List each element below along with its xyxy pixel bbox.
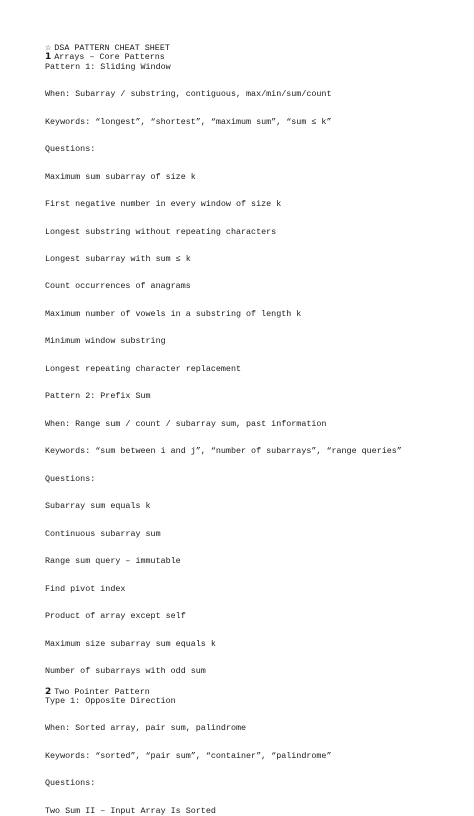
pattern-keywords-text: Keywords: “sorted”, “pair sum”, “container”, “palindrome” — [45, 750, 332, 761]
pattern-when-text: When: Sorted array, pair sum, palindrome — [45, 723, 247, 734]
questions-label: Questions: — [45, 473, 96, 484]
question-item: Find pivot index — [45, 583, 126, 594]
page-title: ☆ DSA PATTERN CHEAT SHEET — [45, 43, 170, 53]
pattern-title-prefix-sum: Pattern 2: Prefix Sum — [45, 391, 151, 402]
document-page — [45, 44, 465, 816]
pattern-keywords-text: Keywords: “sum between i and j”, “number of subarrays”, “range queries” — [45, 446, 402, 457]
questions-label: Questions: — [45, 778, 96, 789]
pattern-when-text: When: Subarray / substring, contiguous, max/min/sum/count — [45, 89, 332, 100]
type-title-opposite-direction: Type 1: Opposite Direction — [45, 695, 176, 706]
question-item: Maximum sum subarray of size k — [45, 171, 196, 182]
pattern-title-sliding-window: Pattern 1: Sliding Window — [45, 61, 171, 72]
question-item: First negative number in every window of size k — [45, 199, 282, 210]
question-item: Range sum query – immutable — [45, 556, 181, 567]
question-item: Maximum number of vowels in a substring of length k — [45, 308, 302, 319]
question-item: Longest subarray with sum ≤ k — [45, 253, 191, 264]
question-item: Two Sum II – Input Array Is Sorted — [45, 805, 216, 816]
question-item: Longest repeating character replacement — [45, 363, 242, 374]
question-item: Longest substring without repeating characters — [45, 226, 277, 237]
section-heading-two-pointer: 2 Two Pointer Pattern — [45, 686, 150, 697]
question-item: Minimum window substring — [45, 336, 166, 347]
questions-label: Questions: — [45, 144, 96, 155]
question-item: Count occurrences of anagrams — [45, 281, 191, 292]
question-item: Product of array except self — [45, 611, 186, 622]
question-item: Number of subarrays with odd sum — [45, 666, 206, 677]
section-number-badge: 2 — [45, 686, 52, 697]
star-icon: ☆ — [45, 44, 52, 52]
section-heading-arrays: 1 Arrays – Core Patterns — [45, 52, 165, 63]
question-item: Maximum size subarray sum equals k — [45, 638, 216, 649]
question-item: Subarray sum equals k — [45, 501, 151, 512]
pattern-keywords-text: Keywords: “longest”, “shortest”, “maximum sum”, “sum ≤ k” — [45, 116, 332, 127]
pattern-when-text: When: Range sum / count / subarray sum, past information — [45, 418, 327, 429]
question-item: Continuous subarray sum — [45, 528, 161, 539]
section-number-badge: 1 — [45, 52, 52, 63]
